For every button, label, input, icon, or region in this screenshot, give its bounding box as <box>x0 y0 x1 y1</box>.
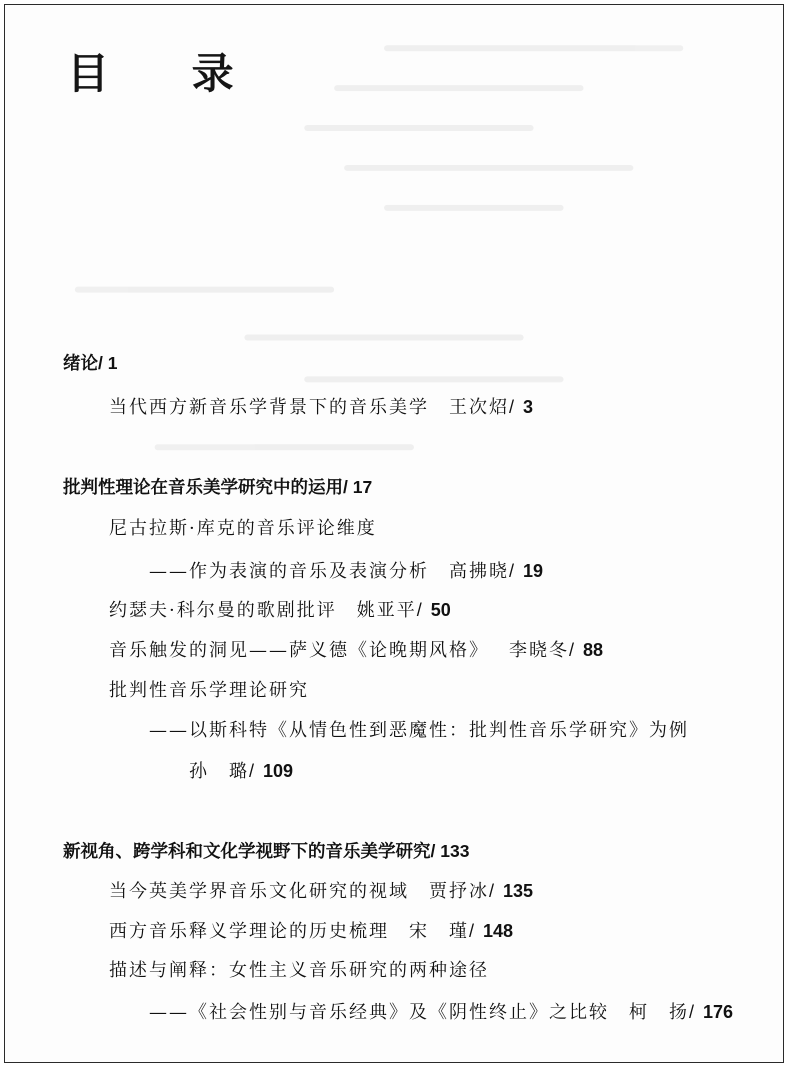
entry-subtitle: ——《社会性别与音乐经典》及《阴性终止》之比较 <box>149 1002 609 1023</box>
entry-author: 宋 瑾 <box>409 921 469 942</box>
slash-separator: / <box>509 561 524 581</box>
slash-separator: / <box>416 600 431 620</box>
toc-entry <box>109 638 603 663</box>
section-heading <box>63 475 372 500</box>
entry-author: 贾抒冰 <box>429 881 489 902</box>
page-number: 88 <box>583 640 604 660</box>
toc-entry <box>149 559 543 584</box>
entry-title-line: 描述与阐释：女性主义音乐研究的两种途径 <box>109 960 489 981</box>
page-number: 135 <box>503 881 534 901</box>
section-title: 绪论 <box>63 354 98 374</box>
entry-title-line: 批判性音乐学理论研究 <box>109 680 309 701</box>
section-title: 新视角、跨学科和文化学视野下的音乐美学研究 <box>63 842 431 862</box>
entry-author: 李晓冬 <box>509 640 569 661</box>
entry-author: 王次炤 <box>449 397 509 418</box>
page-number: 109 <box>263 761 294 781</box>
slash-separator: / <box>98 353 108 373</box>
toc-entry <box>109 395 533 420</box>
entry-subtitle: ——以斯科特《从情色性到恶魔性：批判性音乐学研究》为例 <box>149 720 689 741</box>
page-number: 1 <box>107 353 118 373</box>
slash-separator: / <box>343 477 353 497</box>
page-number: 19 <box>523 561 544 581</box>
page-number: 17 <box>352 477 373 497</box>
entry-author: 高拂晓 <box>449 561 509 582</box>
slash-separator: / <box>430 841 441 861</box>
entry-title: 约瑟夫·科尔曼的歌剧批评 <box>109 600 337 621</box>
slash-separator: / <box>249 761 264 781</box>
toc-entry <box>109 598 451 623</box>
slash-separator: / <box>509 397 524 417</box>
entry-title: 音乐触发的洞见——萨义德《论晚期风格》 <box>109 640 489 661</box>
entry-author: 姚亚平 <box>356 600 417 621</box>
page-number: 133 <box>440 841 470 861</box>
toc-entry <box>109 919 513 944</box>
page-number: 148 <box>483 921 514 941</box>
page-number: 176 <box>703 1002 734 1022</box>
toc-page <box>4 4 784 1063</box>
entry-author: 柯 扬 <box>629 1002 689 1023</box>
page-number: 3 <box>523 397 534 417</box>
entry-title-line: 尼古拉斯·库克的音乐评论维度 <box>109 518 377 539</box>
slash-separator: / <box>489 881 504 901</box>
toc-entry <box>189 759 293 784</box>
page-number: 50 <box>430 600 451 620</box>
entry-title: 当今英美学界音乐文化研究的视域 <box>109 881 409 902</box>
entry-subtitle: ——作为表演的音乐及表演分析 <box>149 561 429 582</box>
toc-entry <box>109 879 533 904</box>
toc-entry <box>149 1000 733 1025</box>
section-title: 批判性理论在音乐美学研究中的运用 <box>63 478 343 498</box>
section-heading <box>63 839 469 864</box>
slash-separator: / <box>569 640 584 660</box>
entry-author: 孙 璐 <box>189 761 249 782</box>
section-heading <box>63 351 117 376</box>
entry-title: 西方音乐释义学理论的历史梳理 <box>109 921 389 942</box>
slash-separator: / <box>469 921 484 941</box>
page-title: 目 录 <box>67 49 268 98</box>
entry-title: 当代西方新音乐学背景下的音乐美学 <box>109 397 429 418</box>
slash-separator: / <box>689 1002 704 1022</box>
